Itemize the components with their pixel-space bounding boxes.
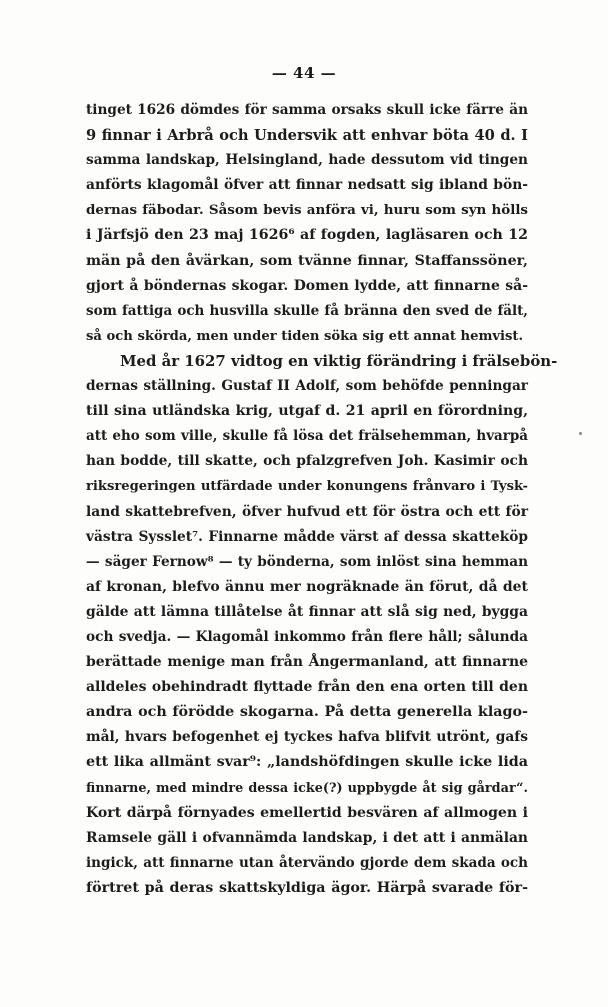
text-line: samma landskap, Helsingland, hade dessutom vid tingen — [86, 152, 528, 169]
text-line: i Järfsjö den 23 maj 1626⁶ af fogden, lagläsaren och 12 — [86, 227, 528, 244]
text-line: alldeles obehindradt flyttade från den ena orten till den — [86, 679, 528, 696]
text-line: män på den åvärkan, som tvänne finnar, Staffanssöner, — [86, 252, 528, 269]
text-line: tinget 1626 dömdes för samma orsaks skull icke färre än — [86, 102, 528, 118]
text-line: dernas fäbodar. Såsom bevis anföra vi, huru som syn hölls — [86, 202, 528, 219]
margin-speck — [579, 432, 582, 435]
text-line: att eho som ville, skulle få lösa det frälsehemman, hvarpå — [86, 428, 528, 445]
text-line: till sina utländska krig, utgaf d. 21 april en förordning, — [86, 403, 528, 420]
text-line: anförts klagomål öfver att finnar nedsatt sig ibland bön- — [86, 177, 528, 194]
text-line: förtret på deras skattskyldiga ägor. Härpå svarade för- — [86, 879, 528, 896]
text-line: ett lika allmänt svar⁹: „landshöfdingen skulle icke lida — [86, 754, 528, 771]
text-line: gälde att lämna tillåtelse åt finnar att slå sig ned, bygga — [86, 603, 528, 620]
text-line: mål, hvars befogenhet ej tyckes hafva blifvit utrönt, gafs — [86, 729, 528, 746]
text-line: Med år 1627 vidtog en viktig förändring i frälsebön- — [120, 351, 558, 370]
text-line: finnarne, med mindre dessa icke(?) uppbygde åt sig gårdar“. — [86, 780, 528, 796]
text-line: 9 finnar i Arbrå och Undersvik att enhvar böta 40 d. I — [86, 127, 528, 145]
text-line: västra Sysslet⁷. Finnarne mådde värst af dessa skatteköp — [86, 528, 528, 545]
text-line: som fattiga och husvilla skulle få bränna den sved de fält, — [86, 302, 528, 319]
text-line: — säger Fernow⁸ — ty bönderna, som inlöst sina hemman — [86, 553, 528, 570]
text-line: Kort därpå förnyades emellertid besvären af allmogen i — [86, 804, 528, 821]
text-line: af kronan, blefvo ännu mer nogräknade än förut, då det — [86, 578, 528, 595]
text-line: Ramsele gäll i ofvannämda landskap, i det att i anmälan — [86, 829, 528, 846]
text-line: och svedja. — Klagomål inkommo från flere håll; sålunda — [86, 628, 528, 645]
text-line: berättade menige man från Ångermanland, att finnarne — [86, 654, 528, 671]
text-line: så och skörda, men under tiden söka sig ett annat hemvist. — [86, 328, 524, 344]
text-line: andra och förödde skogarna. På detta generella klago- — [86, 704, 528, 721]
text-line: dernas ställning. Gustaf II Adolf, som behöfde penningar — [86, 378, 528, 395]
text-line: ingick, att finnarne utan återvändo gjorde dem skada och — [86, 854, 528, 871]
page-number: — 44 — — [271, 64, 337, 82]
text-line: land skattebrefven, öfver hufvud ett för östra och ett för — [86, 503, 528, 520]
text-line: riksregeringen utfärdade under konungens frånvaro i Tysk- — [86, 479, 528, 495]
text-line: han bodde, till skatte, och pfalzgrefven Joh. Kasimir och — [86, 453, 528, 470]
body-text — [86, 98, 558, 901]
text-line: gjort å böndernas skogar. Domen lydde, att finnarne så- — [86, 277, 528, 294]
